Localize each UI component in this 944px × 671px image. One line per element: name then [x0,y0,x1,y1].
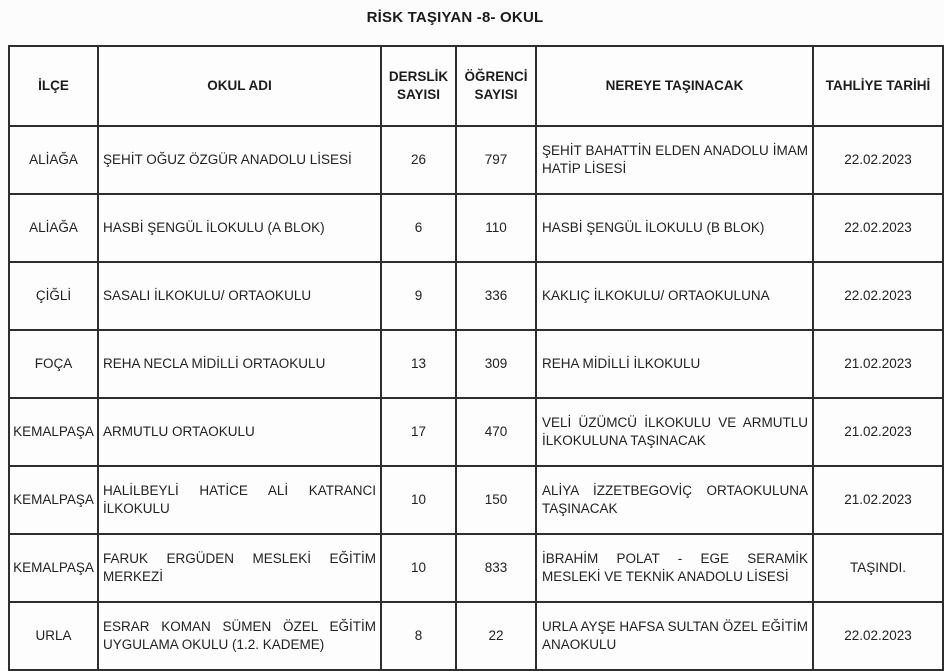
table-row [9,330,943,398]
cell-classroom-count: 10 [381,534,456,602]
cell-student-count: 470 [456,398,536,466]
cell-evacuation-date: 22.02.2023 [813,262,943,330]
cell-school-name: ŞEHİT OĞUZ ÖZGÜR ANADOLU LİSESİ [98,126,381,194]
cell-relocation-target: URLA AYŞE HAFSA SULTAN ÖZEL EĞİTİM ANAOKULU [536,602,813,670]
cell-student-count: 309 [456,330,536,398]
cell-classroom-count: 13 [381,330,456,398]
cell-student-count: 110 [456,194,536,262]
cell-student-count: 797 [456,126,536,194]
table-row [9,262,943,330]
column-header-school-name: OKUL ADI [98,46,381,126]
table-row [9,194,943,262]
table-row [9,534,943,602]
cell-evacuation-date: 22.02.2023 [813,126,943,194]
column-header-relocation-target: NEREYE TAŞINACAK [536,46,813,126]
cell-school-name: HALİLBEYLİ HATİCE ALİ KATRANCI İLKOKULU [98,466,381,534]
cell-relocation-target: VELİ ÜZÜMCÜ İLKOKULU VE ARMUTLU İLKOKULUNA TAŞINACAK [536,398,813,466]
column-header-classroom-count: DERSLİK SAYISI [381,46,456,126]
table-row [9,126,943,194]
cell-evacuation-date: TAŞINDI. [813,534,943,602]
cell-student-count: 833 [456,534,536,602]
table-row [9,602,943,670]
cell-district: KEMALPAŞA [9,534,98,602]
cell-relocation-target: ALİYA İZZETBEGOVİÇ ORTAOKULUNA TAŞINACAK [536,466,813,534]
cell-evacuation-date: 22.02.2023 [813,194,943,262]
risk-schools-table [8,45,944,671]
cell-classroom-count: 9 [381,262,456,330]
cell-relocation-target: REHA MİDİLLİ İLKOKULU [536,330,813,398]
cell-evacuation-date: 21.02.2023 [813,466,943,534]
cell-district: ALİAĞA [9,126,98,194]
cell-school-name: SASALI İLKOKULU/ ORTAOKULU [98,262,381,330]
cell-district: ÇİĞLİ [9,262,98,330]
cell-school-name: REHA NECLA MİDİLLİ ORTAOKULU [98,330,381,398]
cell-district: FOÇA [9,330,98,398]
cell-district: KEMALPAŞA [9,466,98,534]
cell-classroom-count: 17 [381,398,456,466]
table-header-row [9,46,943,126]
column-header-district: İLÇE [9,46,98,126]
cell-classroom-count: 6 [381,194,456,262]
cell-district: ALİAĞA [9,194,98,262]
cell-classroom-count: 10 [381,466,456,534]
risk-table-container [8,45,942,671]
cell-student-count: 22 [456,602,536,670]
cell-classroom-count: 26 [381,126,456,194]
column-header-evacuation-date: TAHLİYE TARİHİ [813,46,943,126]
table-row [9,466,943,534]
cell-evacuation-date: 21.02.2023 [813,330,943,398]
cell-evacuation-date: 22.02.2023 [813,602,943,670]
cell-school-name: ESRAR KOMAN SÜMEN ÖZEL EĞİTİM UYGULAMA OKULU (1.2. KADEME) [98,602,381,670]
table-row [9,398,943,466]
cell-district: KEMALPAŞA [9,398,98,466]
cell-relocation-target: KAKLIÇ İLKOKULU/ ORTAOKULUNA [536,262,813,330]
column-header-student-count: ÖĞRENCİ SAYISI [456,46,536,126]
cell-student-count: 336 [456,262,536,330]
cell-evacuation-date: 21.02.2023 [813,398,943,466]
cell-relocation-target: İBRAHİM POLAT - EGE SERAMİK MESLEKİ VE TEKNİK ANADOLU LİSESİ [536,534,813,602]
cell-student-count: 150 [456,466,536,534]
cell-district: URLA [9,602,98,670]
page-title: RİSK TAŞIYAN -8- OKUL [366,9,544,26]
cell-school-name: HASBİ ŞENGÜL İLOKULU (A BLOK) [98,194,381,262]
cell-school-name: FARUK ERGÜDEN MESLEKİ EĞİTİM MERKEZİ [98,534,381,602]
cell-relocation-target: ŞEHİT BAHATTİN ELDEN ANADOLU İMAM HATİP LİSESİ [536,126,813,194]
cell-relocation-target: HASBİ ŞENGÜL İLOKULU (B BLOK) [536,194,813,262]
cell-classroom-count: 8 [381,602,456,670]
cell-school-name: ARMUTLU ORTAOKULU [98,398,381,466]
